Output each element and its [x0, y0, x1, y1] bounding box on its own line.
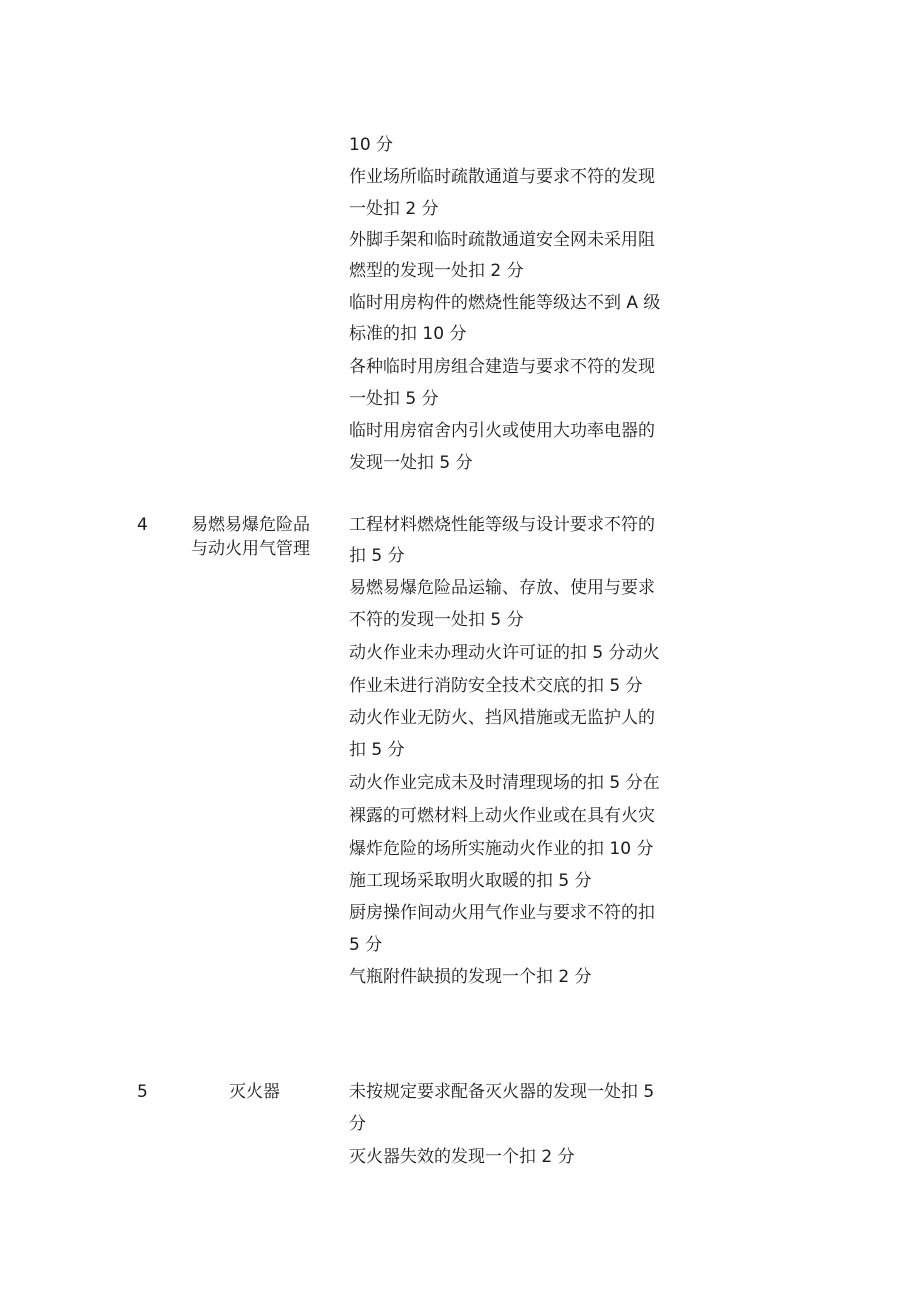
- item-category-line: 易燃易爆危险品: [191, 515, 310, 535]
- deduction-line: 10 分: [349, 135, 394, 155]
- deduction-line: 动火作业无防火、挡风措施或无监护人的: [349, 708, 655, 728]
- deduction-line: 临时用房宿舍内引火或使用大功率电器的: [349, 421, 655, 441]
- deduction-line: 作业未进行消防安全技术交底的扣 5 分: [349, 676, 643, 696]
- deduction-line: 爆炸危险的场所实施动火作业的扣 10 分: [349, 839, 654, 859]
- deduction-line: 5 分: [349, 935, 383, 955]
- item-category-line: 与动火用气管理: [191, 539, 310, 559]
- deduction-line: 未按规定要求配备灭火器的发现一处扣 5: [349, 1082, 655, 1102]
- deduction-line: 动火作业完成未及时清理现场的扣 5 分在: [349, 773, 660, 793]
- deduction-line: 厨房操作间动火用气作业与要求不符的扣: [349, 903, 655, 923]
- deduction-line: 扣 5 分: [349, 740, 405, 760]
- deduction-line: 标准的扣 10 分: [349, 324, 467, 344]
- deduction-line: 工程材料燃烧性能等级与设计要求不符的: [349, 515, 655, 535]
- deduction-line: 动火作业未办理动火许可证的扣 5 分动火: [349, 643, 660, 663]
- deduction-line: 裸露的可燃材料上动火作业或在具有火灾: [349, 806, 655, 826]
- deduction-line: 发现一处扣 5 分: [349, 453, 473, 473]
- deduction-line: 作业场所临时疏散通道与要求不符的发现: [349, 167, 655, 187]
- deduction-line: 一处扣 2 分: [349, 199, 439, 219]
- deduction-line: 燃型的发现一处扣 2 分: [349, 261, 524, 281]
- deduction-line: 施工现场采取明火取暖的扣 5 分: [349, 871, 592, 891]
- deduction-line: 易燃易爆危险品运输、存放、使用与要求: [349, 578, 655, 598]
- deduction-line: 气瓶附件缺损的发现一个扣 2 分: [349, 967, 592, 987]
- deduction-line: 扣 5 分: [349, 546, 405, 566]
- deduction-line: 不符的发现一处扣 5 分: [349, 610, 524, 630]
- item-number: 5: [137, 1082, 148, 1102]
- deduction-line: 各种临时用房组合建造与要求不符的发现: [349, 357, 655, 377]
- deduction-line: 一处扣 5 分: [349, 389, 439, 409]
- item-category: 灭火器: [229, 1082, 280, 1102]
- deduction-line: 分: [349, 1114, 366, 1134]
- deduction-line: 外脚手架和临时疏散通道安全网未采用阻: [349, 230, 655, 250]
- deduction-line: 临时用房构件的燃烧性能等级达不到 A 级: [349, 293, 661, 313]
- deduction-line: 灭火器失效的发现一个扣 2 分: [349, 1147, 575, 1167]
- item-number: 4: [137, 515, 148, 535]
